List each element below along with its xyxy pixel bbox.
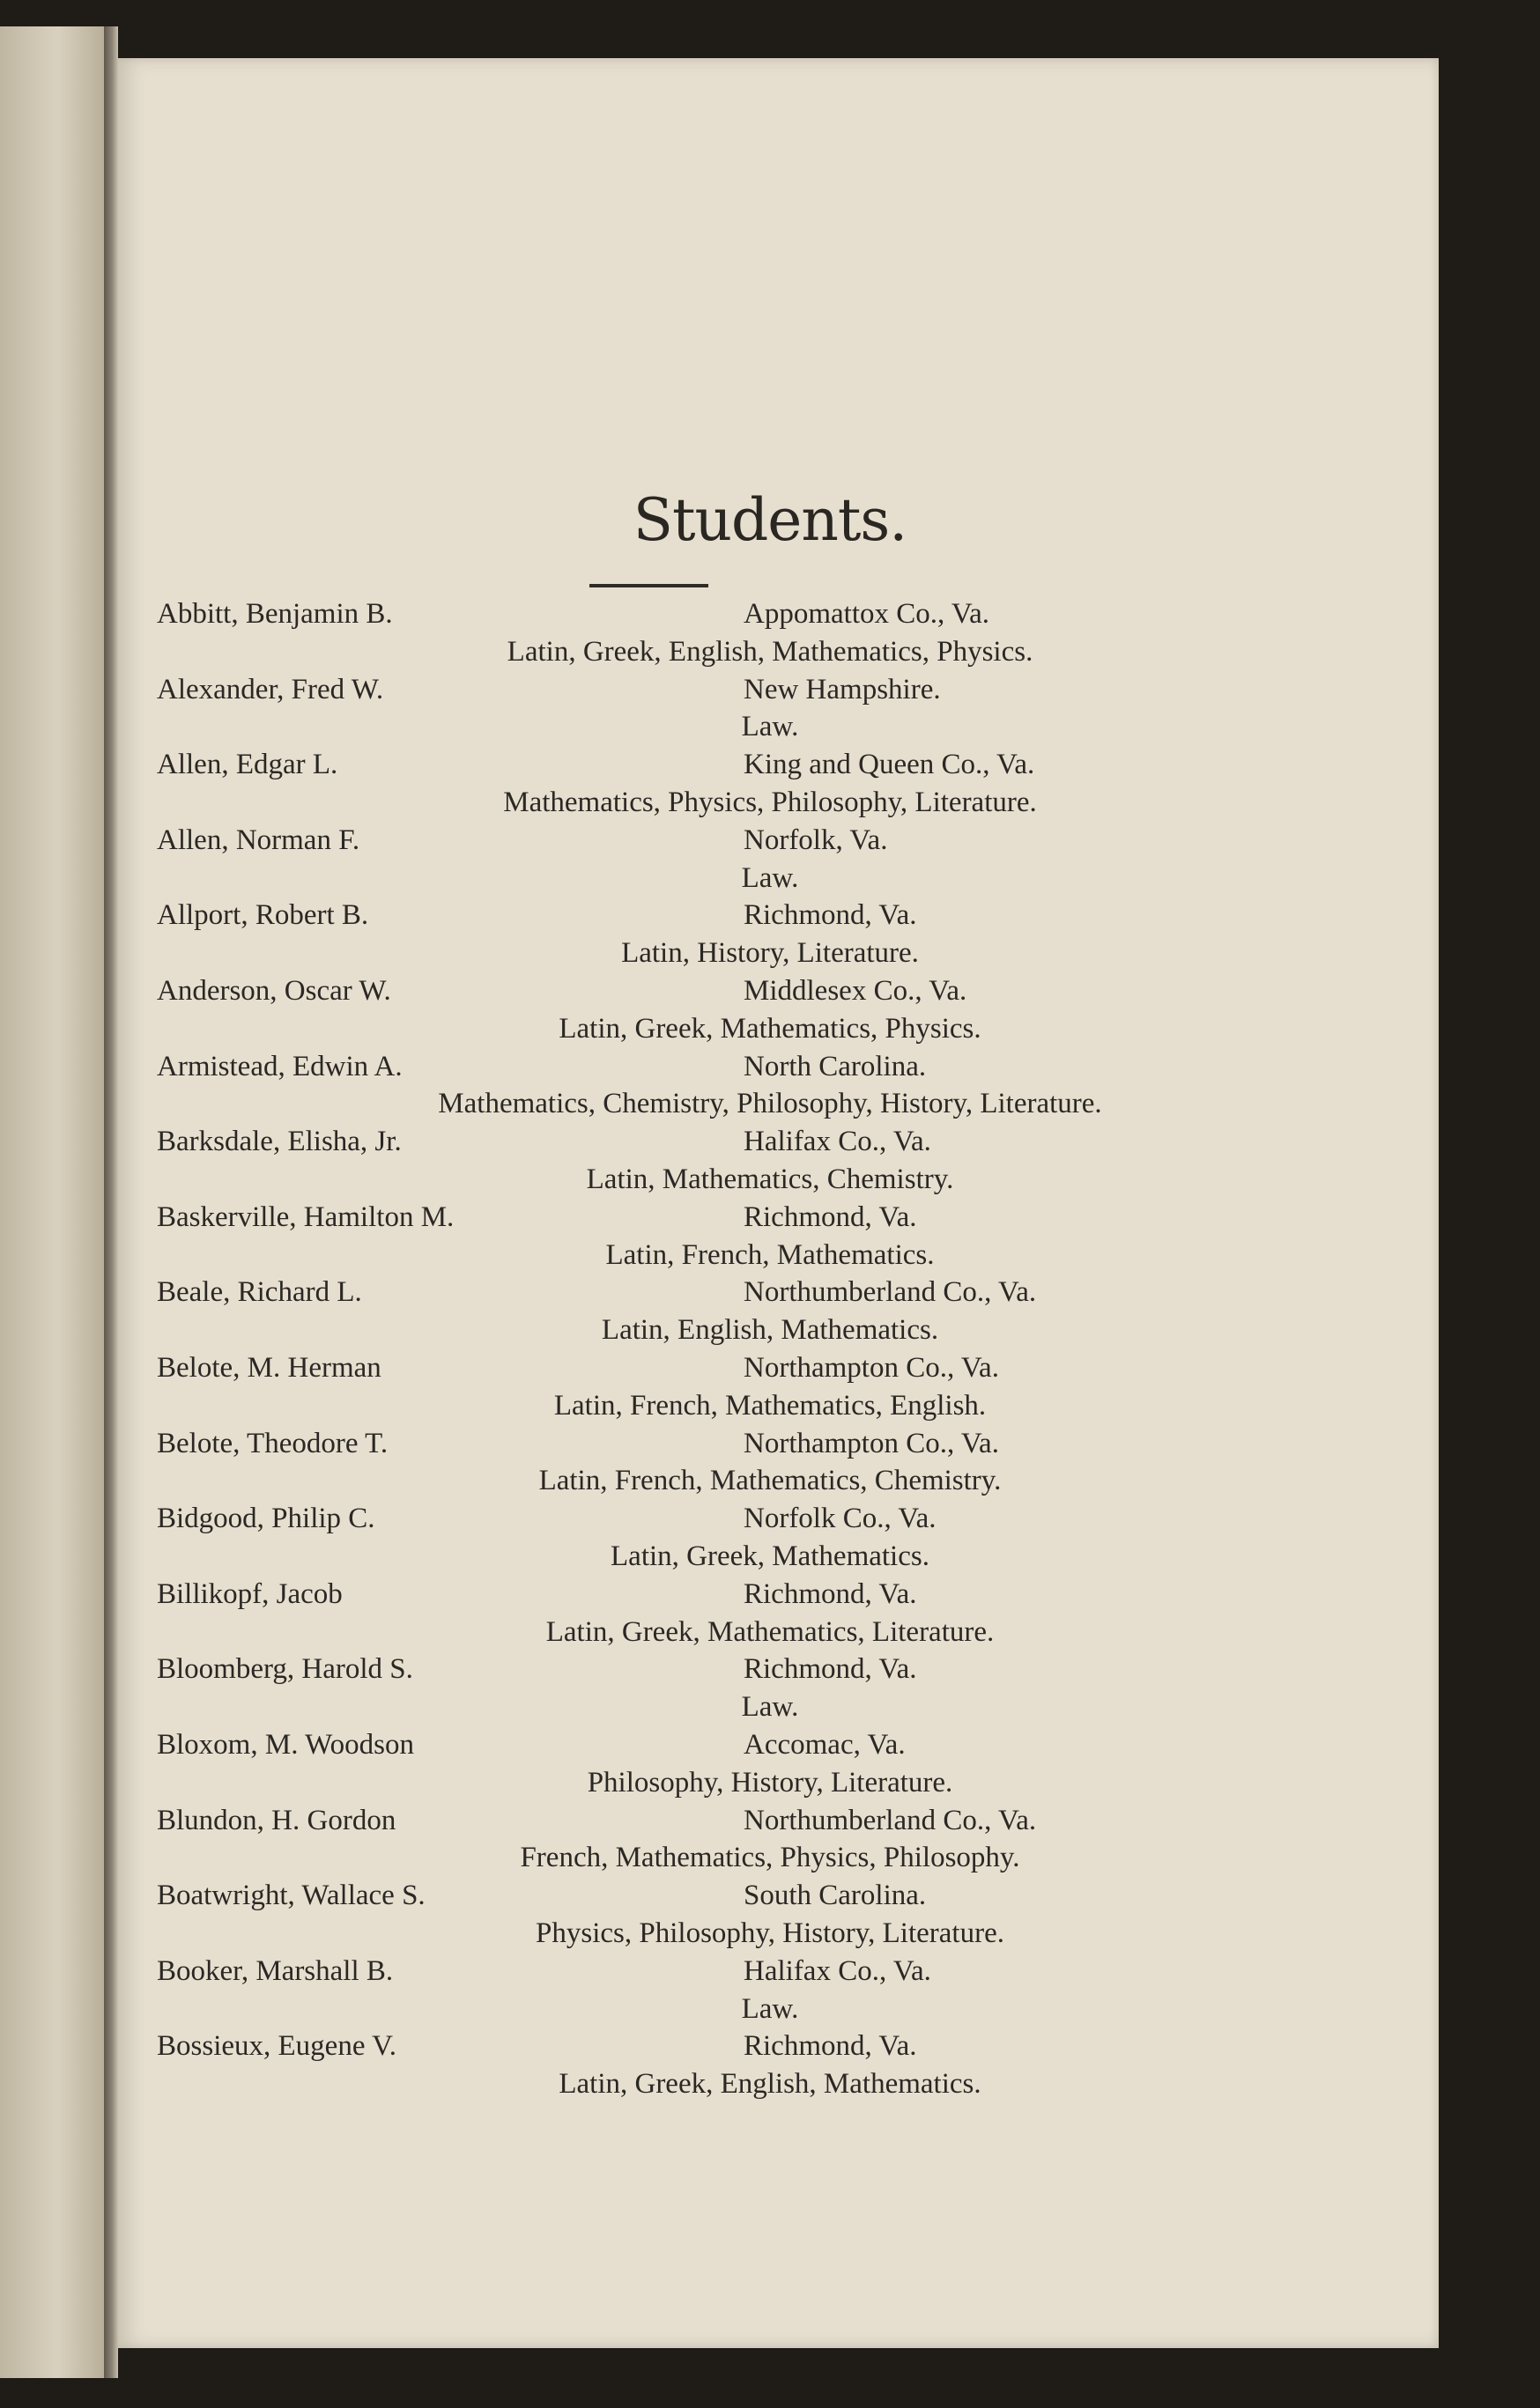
- student-entry: [118, 1503, 1439, 1541]
- student-name: Bloxom, M. Woodson: [157, 1729, 414, 1761]
- student-place: South Carolina.: [744, 1880, 927, 1912]
- student-subjects: Latin, History, Literature.: [621, 937, 919, 970]
- student-name: Alexander, Fred W.: [157, 673, 384, 705]
- student-entry: [118, 975, 1439, 1014]
- student-entry: [118, 1428, 1439, 1466]
- student-subjects: Physics, Philosophy, History, Literature.: [536, 1917, 1004, 1949]
- student-entry: [118, 598, 1439, 637]
- heading-rule: [589, 584, 708, 587]
- student-place: Richmond, Va.: [744, 1653, 917, 1686]
- book-spine: [104, 26, 118, 2378]
- student-entry: [118, 1578, 1439, 1617]
- student-place: Halifax Co., Va.: [744, 1954, 931, 1987]
- student-subjects: Law.: [741, 861, 799, 894]
- student-name: Allport, Robert B.: [157, 899, 369, 932]
- student-place: Halifax Co., Va.: [744, 1126, 931, 1158]
- student-place: Middlesex Co., Va.: [744, 975, 967, 1007]
- student-name: Boatwright, Wallace S.: [157, 1880, 426, 1912]
- student-place: Northampton Co., Va.: [744, 1427, 999, 1459]
- student-entry: [118, 1805, 1439, 1843]
- student-name: Bidgood, Philip C.: [157, 1503, 375, 1535]
- student-name: Anderson, Oscar W.: [157, 975, 391, 1007]
- student-place: North Carolina.: [744, 1050, 927, 1082]
- student-subjects: Latin, Greek, Mathematics.: [611, 1540, 929, 1572]
- student-subjects: Latin, Greek, Mathematics, Physics.: [559, 1012, 981, 1045]
- student-subjects: Latin, French, Mathematics.: [605, 1238, 935, 1271]
- student-place: New Hampshire.: [744, 673, 941, 705]
- student-name: Billikopf, Jacob: [157, 1577, 343, 1610]
- student-entry: [118, 1276, 1439, 1315]
- student-entry: [118, 1955, 1439, 1994]
- student-name: Beale, Richard L.: [157, 1276, 362, 1309]
- student-place: Northumberland Co., Va.: [744, 1276, 1037, 1309]
- student-name: Blundon, H. Gordon: [157, 1804, 396, 1836]
- student-subjects: Latin, French, Mathematics, English.: [553, 1389, 987, 1422]
- student-place: Norfolk Co., Va.: [744, 1503, 937, 1535]
- student-place: Richmond, Va.: [744, 1200, 917, 1233]
- page-heading: Students.: [633, 486, 907, 554]
- student-entry: [118, 824, 1439, 863]
- student-name: Belote, Theodore T.: [157, 1427, 389, 1459]
- student-name: Bloomberg, Harold S.: [157, 1653, 413, 1686]
- student-name: Allen, Norman F.: [157, 824, 360, 856]
- student-entry: [118, 899, 1439, 938]
- student-entry: [118, 1653, 1439, 1692]
- student-place: Northumberland Co., Va.: [744, 1804, 1037, 1836]
- student-place: Richmond, Va.: [744, 1577, 917, 1610]
- student-name: Belote, M. Herman: [157, 1352, 381, 1384]
- student-subjects: Law.: [741, 1691, 799, 1724]
- student-subjects: Philosophy, History, Literature.: [587, 1766, 953, 1799]
- student-place: Richmond, Va.: [744, 2030, 917, 2063]
- student-place: Norfolk, Va.: [744, 824, 888, 856]
- student-entry: [118, 749, 1439, 787]
- student-entry: [118, 1352, 1439, 1391]
- student-place: Accomac, Va.: [744, 1729, 906, 1761]
- student-entry: [118, 1126, 1439, 1164]
- student-name: Barksdale, Elisha, Jr.: [157, 1126, 402, 1158]
- student-subjects: Latin, Greek, English, Mathematics, Physics.: [507, 635, 1033, 668]
- student-entry: [118, 1729, 1439, 1768]
- student-name: Abbitt, Benjamin B.: [157, 598, 393, 630]
- student-subjects: Law.: [741, 711, 799, 743]
- previous-page-edge: [0, 26, 104, 2378]
- student-name: Booker, Marshall B.: [157, 1954, 394, 1987]
- student-entry: [118, 1201, 1439, 1240]
- student-place: King and Queen Co., Va.: [744, 749, 1035, 781]
- catalog-page: [118, 58, 1439, 2348]
- student-place: Richmond, Va.: [744, 899, 917, 932]
- student-entry: [118, 674, 1439, 713]
- student-subjects: Mathematics, Physics, Philosophy, Literature.: [503, 787, 1037, 818]
- student-subjects: Latin, Mathematics, Chemistry.: [586, 1163, 954, 1195]
- student-entry: [118, 1880, 1439, 1918]
- student-subjects: Latin, English, Mathematics.: [601, 1314, 939, 1347]
- student-name: Baskerville, Hamilton M.: [157, 1200, 455, 1233]
- student-subjects: Mathematics, Chemistry, Philosophy, History, Literature.: [438, 1088, 1102, 1120]
- student-subjects: French, Mathematics, Physics, Philosophy.: [520, 1842, 1020, 1874]
- student-subjects: Latin, French, Mathematics, Chemistry.: [538, 1465, 1002, 1497]
- student-name: Bossieux, Eugene V.: [157, 2030, 396, 2063]
- student-name: Armistead, Edwin A.: [157, 1050, 403, 1082]
- student-place: Northampton Co., Va.: [744, 1352, 999, 1384]
- student-place: Appomattox Co., Va.: [744, 598, 989, 630]
- student-subjects: Latin, Greek, Mathematics, Literature.: [545, 1615, 995, 1648]
- student-name: Allen, Edgar L.: [157, 749, 338, 781]
- student-entry: [118, 1051, 1439, 1090]
- student-subjects: Latin, Greek, English, Mathematics.: [559, 2068, 981, 2101]
- student-entry: [118, 2030, 1439, 2069]
- student-subjects: Law.: [741, 1992, 799, 2025]
